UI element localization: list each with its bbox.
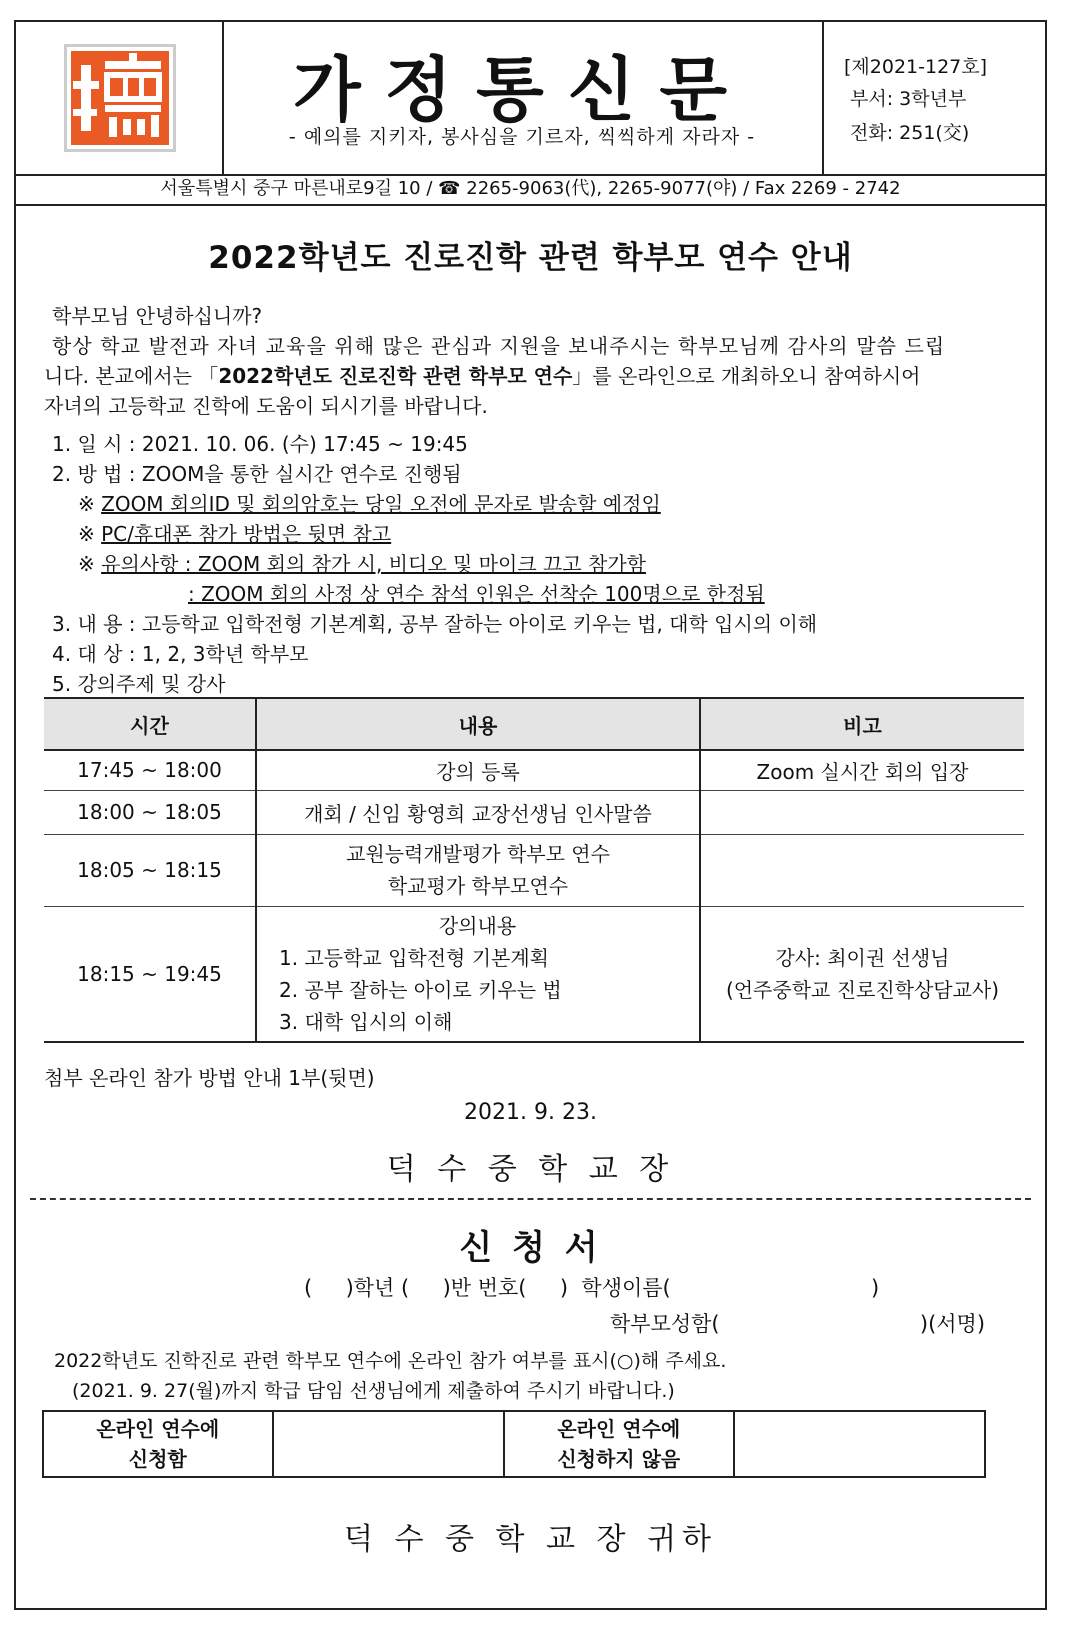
header-time: 시간 [44,698,256,750]
row-note [700,834,1024,906]
row-time: 18:15 ~ 19:45 [44,906,256,1042]
lecturer-affiliation: (언주중학교 진로진학상담교사) [725,977,1000,1002]
greeting: 학부모님 안녕하십니까? [52,304,263,328]
title-cell [222,22,824,174]
row-time: 18:00 ~ 18:05 [44,790,256,834]
student-info-line: ( )학년 ( )반 번호( ) 학생이름( ) [304,1276,880,1300]
date-value: 2021. 10. 06. (수) 17:45 ~ 19:45 [141,432,468,456]
content-value: 고등학교 입학전형 기본계획, 공부 잘하는 아이로 키우는 법, 대학 입시의 이해 [141,612,818,636]
lecture-line: 1. 고등학교 입학전형 기본계획 [279,945,549,970]
parent-signature-line: 학부모성함( )(서명) [610,1312,986,1336]
row-content: 강의 등록 [256,750,700,790]
option-apply-label [43,1411,273,1477]
newsletter-page [14,20,1047,1610]
row-content [256,906,700,1042]
option-decline-mark-box[interactable] [734,1411,985,1477]
school-motto: - 예의를 지키자, 봉사심을 기르자, 씩씩하게 자라자 - [288,126,756,148]
phone-extension: 전화: 251(交) [850,122,970,144]
lecture-heading: 강의내용 [438,913,517,938]
intro-line-2-end: 」를 온라인으로 개최하오니 참여하시어 [572,364,921,388]
department: 부서: 3학년부 [850,88,967,110]
note-mark: ※ [78,552,95,576]
newsletter-header [16,22,1045,176]
option-decline-line: 온라인 연수에 [557,1417,681,1441]
note-mark: ※ [78,522,95,546]
lecture-line: 2. 공부 잘하는 아이로 키우는 법 [279,977,562,1002]
table-row [44,750,1024,790]
note-1 [78,488,661,517]
header-content: 내용 [256,698,700,750]
issue-date: 2021. 9. 23. [464,1100,597,1125]
target-item [52,638,308,667]
option-decline-line: 신청하지 않음 [557,1447,681,1471]
table-row [44,790,1024,834]
school-logo-emblem [71,51,169,145]
row-time: 17:45 ~ 18:00 [44,750,256,790]
row-content [256,834,700,906]
school-logo [64,44,176,152]
note-4-text: : ZOOM 회의 사정 상 연수 참석 인원은 선착순 100명으로 한정됨 [188,582,765,606]
row-content-line: 교원능력개발평가 학부모 연수 [346,842,610,866]
intro-line-1: 항상 학교 발전과 자녀 교육을 위해 많은 관심과 지원을 보내주시는 학부모님께 감사의 말씀 드립 [52,334,946,358]
participation-row [43,1411,985,1477]
intro-line-2-start: 니다. 본교에서는 「 [44,364,219,388]
date-label: 1. 일 시 : [52,432,136,456]
school-address: 서울특별시 중구 마른내로9길 10 / ☎ 2265-9063(代), 2265-9077(야) / Fax 2269 - 2742 [16,174,1045,206]
form-title: 신 청 서 [459,1228,602,1268]
row-content-line: 학교평가 학부모연수 [387,874,569,898]
lecture-line: 3. 대학 입시의 이해 [279,1009,453,1034]
note-2-text: PC/휴대폰 참가 방법은 뒷면 참고 [101,522,392,546]
document-title: 2022학년도 진로진학 관련 학부모 연수 안내 [208,240,853,276]
option-apply-line: 온라인 연수에 [96,1417,220,1441]
note-2 [78,518,391,547]
method-value: ZOOM을 통한 실시간 연수로 진행됨 [141,462,462,486]
issue-info-cell [822,22,1045,174]
content-item [52,608,817,637]
note-mark: ※ [78,492,95,516]
option-apply-mark-box[interactable] [273,1411,504,1477]
header-note: 비고 [700,698,1024,750]
row-note [700,790,1024,834]
topic-item: 5. 강의주제 및 강사 [52,672,226,696]
principal-signature: 덕 수 중 학 교 장 [386,1152,675,1187]
row-note [700,906,1024,1042]
method-item [52,458,462,487]
attachment-note: 첨부 온라인 참가 방법 안내 1부(뒷면) [44,1066,375,1090]
cut-line [30,1198,1031,1200]
form-addressee: 덕 수 중 학 교 장 귀하 [343,1522,718,1557]
school-logo-glyph-icon [71,51,169,145]
row-content: 개회 / 신임 황영희 교장선생님 인사말씀 [256,790,700,834]
row-note: Zoom 실시간 회의 입장 [700,750,1024,790]
date-item [52,428,468,457]
table-row [44,834,1024,906]
table-row [44,906,1024,1042]
content-label: 3. 내 용 : [52,612,136,636]
note-1-text: ZOOM 회의ID 및 회의암호는 당일 오전에 문자로 발송할 예정임 [101,492,661,516]
note-3 [78,548,646,577]
note-3-text: 유의사항 : ZOOM 회의 참가 시, 비디오 및 마이크 끄고 참가함 [101,552,646,576]
schedule-header-row [44,698,1024,750]
schedule-table [44,697,1024,1043]
form-instruction-1: 2022학년도 진학진로 관련 학부모 연수에 온라인 참가 여부를 표시(○)해 주세요. [54,1350,727,1372]
lecturer-name: 강사: 최이권 선생님 [775,945,950,970]
newsletter-title: 가정통신문 [292,49,752,131]
intro-line-3: 자녀의 고등학교 진학에 도움이 되시기를 바랍니다. [44,394,488,418]
target-value: 1, 2, 3학년 학부모 [141,642,309,666]
program-name: 2022학년도 진로진학 관련 학부모 연수 [218,364,573,388]
row-time: 18:05 ~ 18:15 [44,834,256,906]
option-apply-line: 신청함 [128,1447,187,1471]
target-label: 4. 대 상 : [52,642,136,666]
form-instruction-2: (2021. 9. 27(월)까지 학급 담임 선생님에게 제출하여 주시기 바랍니다.) [72,1380,675,1402]
logo-cell [16,22,224,174]
issue-number: [제2021-127호] [844,56,988,78]
participation-table [42,1410,986,1478]
method-label: 2. 방 법 : [52,462,136,486]
option-decline-label [504,1411,734,1477]
intro-line-2 [44,360,921,389]
